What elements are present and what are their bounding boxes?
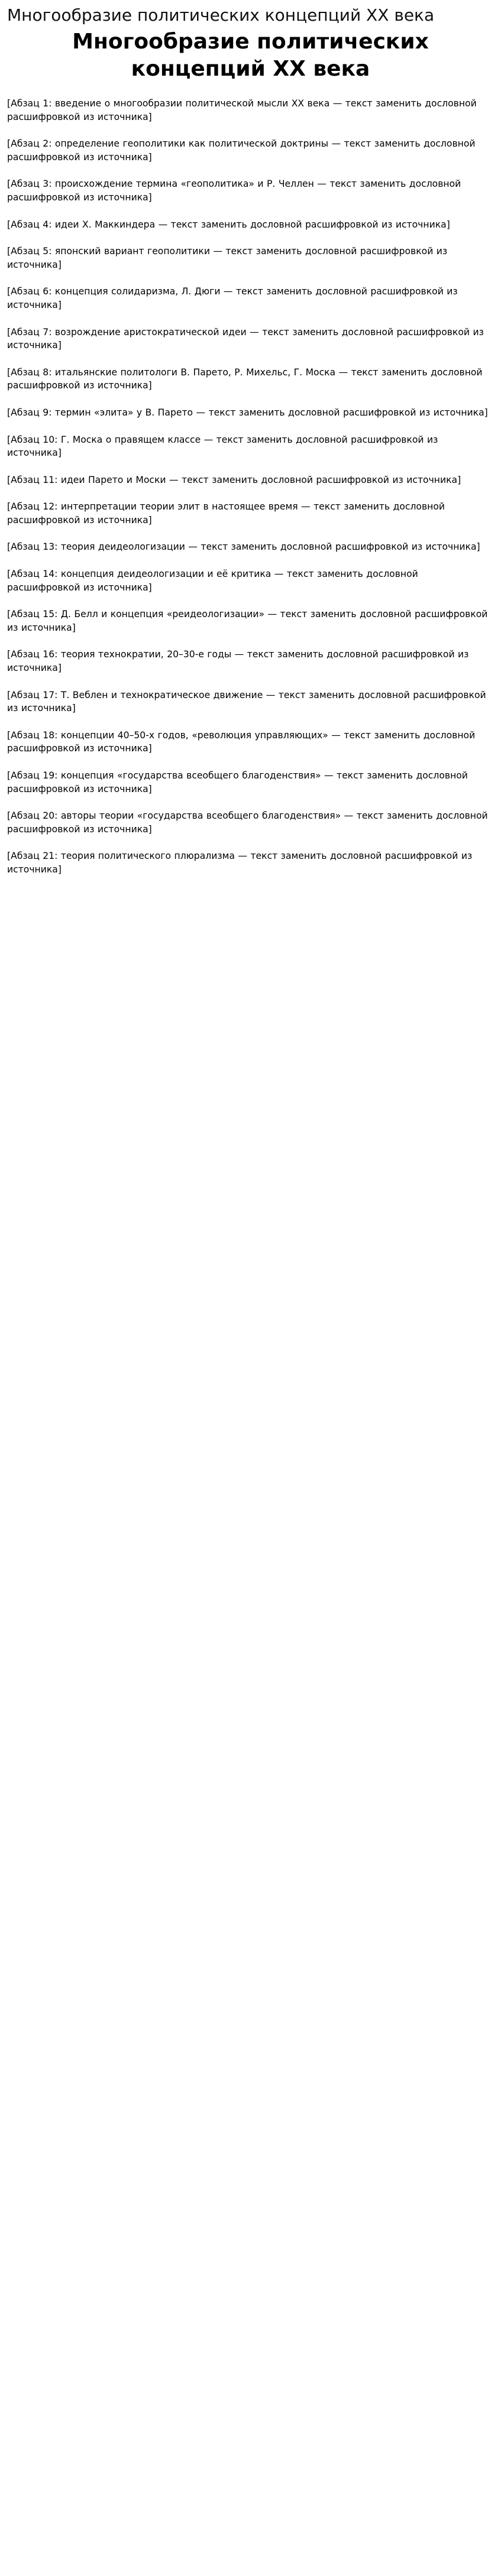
paragraph-elite-authors: [Абзац 8: итальянские политологи В. Парето, Р. Михельс, Г. Моска — текст заменить дословной расшифровкой из источника] xyxy=(7,366,483,391)
article-body xyxy=(7,97,494,877)
paragraph-welfare-authors: [Абзац 20: авторы теории «государства всеобщего благоденствия» — текст заменить дословной расшифровкой из источника] xyxy=(7,810,488,835)
paragraph-geopolitics-term: [Абзац 3: происхождение термина «геополитика» и Р. Челлен — текст заменить дословной расшифровкой из источника] xyxy=(7,179,461,203)
paragraph-deideologization-critique: [Абзац 14: концепция деидеологизации и её критика — текст заменить дословной расшифровкой из источника] xyxy=(7,569,418,593)
paragraph-managerial-revolution: [Абзац 18: концепции 40–50-х годов, «революция управляющих» — текст заменить дословной расшифровкой из источника] xyxy=(7,729,476,754)
paragraph-reideologization: [Абзац 15: Д. Белл и концепция «реидеологизации» — текст заменить дословной расшифровкой из источника] xyxy=(7,609,488,633)
document-page xyxy=(0,0,501,877)
document-title: Многообразие политических концепций XX века xyxy=(72,30,429,81)
paragraph-solidarism: [Абзац 6: концепция солидаризма, Л. Дюги — текст заменить дословной расшифровкой из источника] xyxy=(7,286,458,310)
paragraph-deideologization: [Абзац 13: теория деидеологизации — текст заменить дословной расшифровкой из источника] xyxy=(7,541,480,553)
page-caption: Многообразие политических концепций XX века xyxy=(7,5,435,25)
paragraph-intro: [Абзац 1: введение о многообразии политической мысли XX века — текст заменить дословной расшифровкой из источника] xyxy=(7,98,477,122)
paragraph-geopolitics-definition: [Абзац 2: определение геополитики как политической доктрины — текст заменить дословной расшифровкой из источника] xyxy=(7,138,476,163)
paragraph-mosca: [Абзац 10: Г. Моска о правящем классе — текст заменить дословной расшифровкой из источника] xyxy=(7,434,438,459)
paragraph-japanese-geopolitics: [Абзац 5: японский вариант геополитики — текст заменить дословной расшифровкой из источника] xyxy=(7,246,448,270)
paragraph-pareto-mosca-ideas: [Абзац 11: идеи Парето и Моски — текст заменить дословной расшифровкой из источника] xyxy=(7,474,461,485)
paragraph-mackinder: [Абзац 4: идеи Х. Маккиндера — текст заменить дословной расшифровкой из источника] xyxy=(7,219,450,230)
paragraph-aristocratic-idea: [Абзац 7: возрождение аристократической идеи — текст заменить дословной расшифровкой из источника] xyxy=(7,326,484,351)
paragraph-veblen: [Абзац 17: Т. Веблен и технократическое движение — текст заменить дословной расшифровкой из источника] xyxy=(7,689,486,714)
paragraph-pareto: [Абзац 9: термин «элита» у В. Парето — текст заменить дословной расшифровкой из источника] xyxy=(7,407,488,418)
paragraph-elite-interpretations: [Абзац 12: интерпретации теории элит в настоящее время — текст заменить дословной расшифровкой из источника] xyxy=(7,501,445,525)
paragraph-technocracy: [Абзац 16: теория технократии, 20–30-е годы — текст заменить дословной расшифровкой из источника] xyxy=(7,649,469,674)
paragraph-pluralism: [Абзац 21: теория политического плюрализма — текст заменить дословной расшифровкой из источника] xyxy=(7,851,473,875)
paragraph-welfare-state: [Абзац 19: концепция «государства всеобщего благоденствия» — текст заменить дословной расшифровкой из источника] xyxy=(7,770,468,794)
